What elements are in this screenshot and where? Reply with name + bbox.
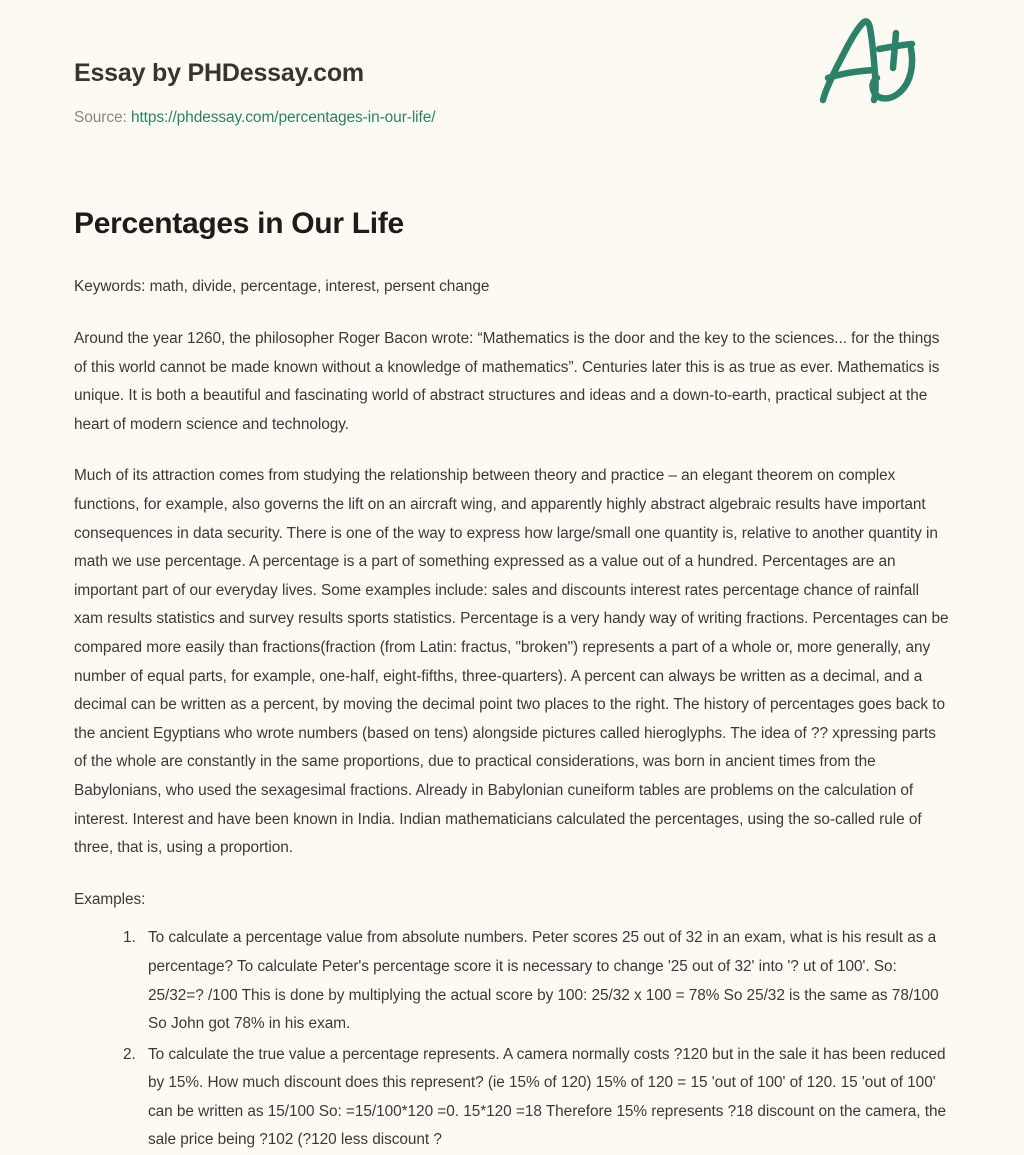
essay-content [74, 273, 950, 1155]
page-title: Percentages in Our Life [74, 206, 404, 240]
list-item: 2. To calculate the true value a percentage represents. A camera normally costs ?120 but in the sale it has been reduced by 15%. How much discount does this represent? (ie 15% of 120) 15% of 120 = 15 'out of 100' of 120. 15 'out of 100' can be written as 15/100 So: =15/100*120 =0. 15*120 =18 Therefore 15% represents ?18 discount on the camera, the sale price being ?102 (?120 less discount ? [140, 1041, 950, 1155]
list-item: 1. To calculate a percentage value from absolute numbers. Peter scores 25 out of 32 in an exam, what is his result as a percentage? To calculate Peter's percentage score it is necessary to change '25 out of 32' into '? ut of 100'. So: 25/32=? /100 This is done by multiplying the actual score by 100: 25/32 x 100 = 78% So 25/32 is the same as 78/100 So John got 78% in his exam. [140, 924, 950, 1038]
body-paragraph-1: Around the year 1260, the philosopher Roger Bacon wrote: “Mathematics is the door and the key to the sciences... for the things of this world cannot be made known without a knowledge of mathematics”. Centuries later this is as true as ever. Mathematics is unique. It is both a beautiful and fascinating world of abstract structures and ideas and a down-to-earth, practical subject at the heart of modern science and technology. [74, 330, 940, 433]
examples-label: Examples: [74, 890, 146, 908]
page-header [74, 0, 950, 129]
body-paragraph-2: Much of its attraction comes from studying the relationship between theory and practice – an elegant theorem on complex functions, for example, also governs the lift on an aircraft wing, and apparently highly abstract algebraic results have important consequences in data security. There is one of the way to express how large/small one quantity is, relative to another quantity in math we use percentage. A percentage is a part of something expressed as a value out of a hundred. Percentages are an important part of our everyday lives. Some examples include: sales and discounts interest rates percentage chance of rainfall xam results statistics and survey results sports statistics. Percentage is a very handy way of writing fractions. Percentages can be compared more easily than fractions(fraction (from Latin: fractus, "broken") represents a part of a whole or, more generally, any number of equal parts, for example, one-half, eight-fifths, three-quarters). A percent can always be written as a decimal, and a decimal can be written as a percent, by moving the decimal point two places to the right. The history of percentages goes back to the ancient Egyptians who wrote numbers (based on tens) alongside pictures called hieroglyphs. The idea of ?? xpressing parts of the whole are constantly in the same proportions, due to practical considerations, was born in ancient times from the Babylonians, who used the sexagesimal fractions. Already in Babylonian cuneiform tables are problems on the calculation of interest. Interest and have been known in India. Indian mathematicians calculated the percentages, using the so-called rule of three, that is, using a proportion. [74, 467, 949, 857]
a-plus-logo-icon [812, 12, 922, 112]
brand-title: Essay by PHDessay.com [74, 59, 364, 87]
examples-list [74, 924, 950, 1155]
source-link[interactable]: https://phdessay.com/percentages-in-our-life/ [130, 109, 436, 127]
keywords-line: Keywords: math, divide, percentage, interest, persent change [74, 278, 490, 296]
source-label: Source: [74, 109, 127, 127]
